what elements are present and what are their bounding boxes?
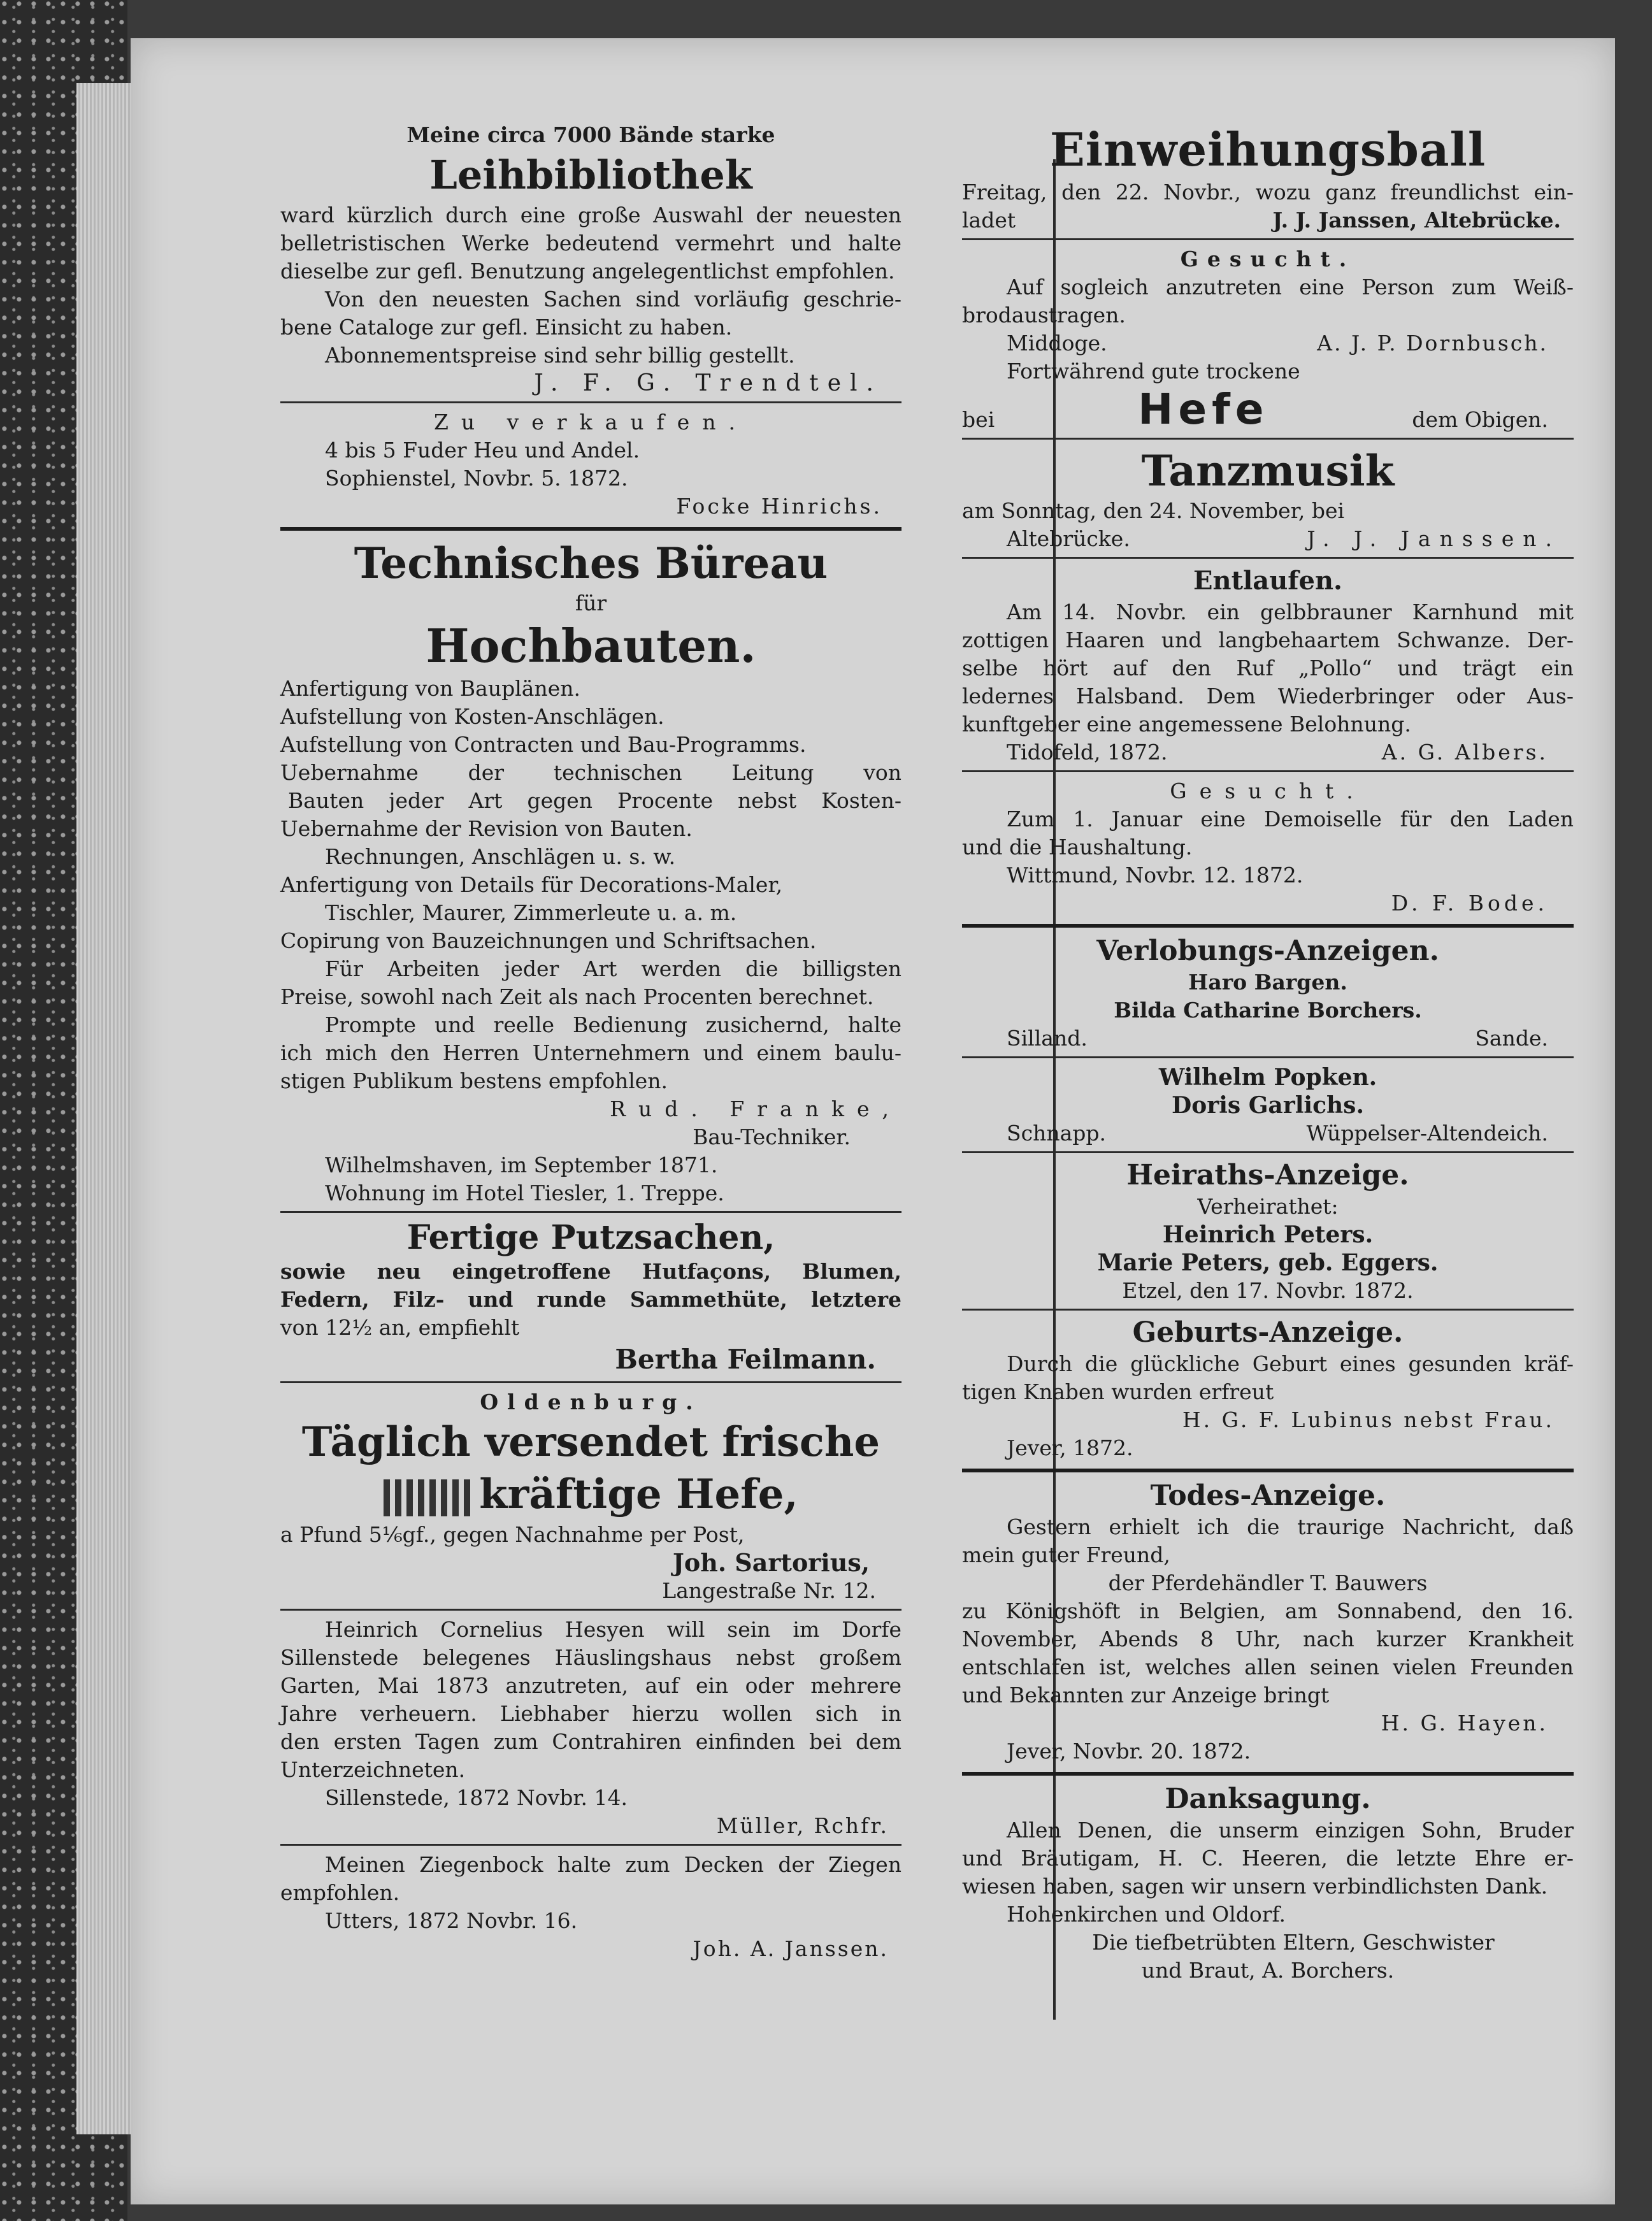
ad-leihbibliothek (280, 121, 901, 398)
putz-line: Federn, Filz- und runde Sammethüte, letztere (280, 1287, 901, 1312)
divider (962, 924, 1574, 928)
heirath-name: Heinrich Peters. (1162, 1221, 1374, 1248)
divider (962, 1056, 1574, 1058)
leih-line: bene Cataloge zur gefl. Einsicht zu haben. (280, 315, 733, 340)
divider (962, 557, 1574, 559)
verlobung-name: Bilda Catharine Borchers. (1114, 998, 1422, 1023)
tod-line: mein guter Freund, (962, 1542, 1170, 1567)
bureau-line: Bauten jeder Art gegen Procente nebst Kosten- (288, 788, 901, 813)
dank-signature: Die tiefbetrübten Eltern, Geschwister (1092, 1930, 1495, 1955)
hefe-signature: Joh. Sartorius, (672, 1548, 870, 1577)
ball-line: Freitag, den 22. Novbr., wozu ganz freundlichst ein- (962, 180, 1574, 205)
hefe2-line: Fortwährend gute trockene (1007, 359, 1300, 384)
bureau-signature: Rud. Franke, (610, 1096, 901, 1121)
gesucht1-place: Middoge. (1007, 331, 1107, 356)
heirath-name: Marie Peters, geb. Eggers. (1097, 1249, 1439, 1276)
bureau-line: Copirung von Bauzeichnungen und Schriftsachen. (280, 928, 817, 953)
gesucht1-line: Auf sogleich anzutreten eine Person zum Weiß- (1007, 275, 1574, 299)
left-column (280, 121, 901, 1963)
verlobung-name: Doris Garlichs. (1172, 1092, 1364, 1119)
hefe2-bei: bei (962, 407, 995, 432)
geburt-signature: H. G. F. Lubinus nebst Frau. (1182, 1407, 1555, 1432)
divider (280, 401, 901, 403)
ad-putzsachen (280, 1218, 901, 1377)
hefe-city: Oldenburg. (480, 1390, 702, 1414)
hefe2-title: Hefe (1138, 385, 1269, 434)
ink-smudge (384, 1479, 473, 1516)
bureau-line: Tischler, Maurer, Zimmerleute u. a. m. (325, 900, 737, 925)
entlaufen-line: zottigen Haaren und langbehaartem Schwanze. Der- (962, 628, 1574, 652)
leih-line: Von den neuesten Sachen sind vorläufig geschrie- (325, 287, 901, 312)
tanz-line: am Sonntag, den 24. November, bei (962, 498, 1345, 523)
ad-einweihungsball (962, 121, 1574, 234)
hefe2-obigen: dem Obigen. (1412, 407, 1548, 432)
bock-signature: Joh. A. Janssen. (693, 1936, 889, 1961)
gesucht2-signature: D. F. Bode. (1391, 891, 1548, 916)
verkauf-signature: Focke Hinrichs. (676, 494, 882, 519)
dank-line: Allen Denen, die unserm einzigen Sohn, Bruder (1007, 1818, 1574, 1843)
divider (962, 1151, 1574, 1153)
divider (962, 1772, 1574, 1776)
gesucht1-signature: A. J. P. Dornbusch. (1317, 331, 1548, 356)
tod-signature: H. G. Hayen. (1381, 1711, 1548, 1736)
divider (962, 1309, 1574, 1311)
entlaufen-line: kunftgeber eine angemessene Belohnung. (962, 712, 1411, 737)
hesyen-place: Sillenstede, 1872 Novbr. 14. (325, 1785, 628, 1810)
ad-danksagung (962, 1782, 1574, 1985)
ad-gesucht-2 (962, 777, 1574, 917)
tod-line: der Pferdehändler T. Bauwers (1108, 1571, 1428, 1595)
bureau-signature-title: Bau-Techniker. (693, 1125, 851, 1149)
hesyen-line: Heinrich Cornelius Hesyen will sein im Dorfe (325, 1617, 901, 1642)
geburt-place: Jever, 1872. (1007, 1435, 1133, 1460)
ad-hesyen (280, 1616, 901, 1840)
bureau-fuer: für (575, 591, 607, 615)
tod-line: zu Königshöft in Belgien, am Sonnabend, den 16. (962, 1599, 1574, 1623)
verlobung-place: Silland. (1007, 1026, 1088, 1051)
divider (962, 438, 1574, 440)
leih-line: ward kürzlich durch eine große Auswahl der neuesten (280, 203, 901, 227)
ad-todes (962, 1479, 1574, 1765)
bureau-line: Preise, sowohl nach Zeit als nach Procenten berechnet. (280, 984, 874, 1009)
bureau-line: Aufstellung von Kosten-Anschlägen. (280, 704, 664, 729)
entlaufen-title: Entlaufen. (1193, 566, 1342, 596)
leih-intro: Meine circa 7000 Bände starke (406, 122, 775, 147)
entlaufen-place: Tidofeld, 1872. (1007, 740, 1168, 765)
putz-line: sowie neu eingetroffene Hutfaçons, Blumen, (280, 1259, 901, 1284)
hefe-title-1: Täglich versendet frische (301, 1418, 880, 1466)
verkauf-title: Zu verkaufen. (433, 410, 749, 435)
bock-line: Meinen Ziegenbock halte zum Decken der Ziegen (325, 1852, 901, 1877)
ball-ladet: ladet (962, 208, 1016, 233)
ad-heirath (962, 1158, 1574, 1305)
ad-gesucht-1 (962, 245, 1574, 357)
ad-technisches-bureau (280, 537, 901, 1207)
bureau-line: Uebernahme der technischen Leitung von (280, 760, 901, 785)
gesucht1-title: Gesucht. (1180, 247, 1356, 271)
divider (280, 1609, 901, 1611)
tod-line: Gestern erhielt ich die traurige Nachricht, daß (1007, 1514, 1574, 1539)
hefe-address: Langestraße Nr. 12. (662, 1578, 876, 1603)
ad-entlaufen (962, 564, 1574, 766)
verlobung-name: Haro Bargen. (1188, 970, 1347, 995)
divider (962, 770, 1574, 772)
newspaper-page (131, 38, 1615, 2204)
tanz-place: Altebrücke. (1007, 526, 1130, 551)
heirath-line: Verheirathet: (1197, 1194, 1339, 1219)
bureau-line: Uebernahme der Revision von Bauten. (280, 816, 693, 841)
dank-line: und Bräutigam, H. C. Heeren, die letzte Ehre er- (962, 1846, 1574, 1871)
divider (280, 1844, 901, 1846)
bureau-line: Prompte und reelle Bedienung zusichernd, halte (325, 1012, 901, 1037)
bock-line: empfohlen. (280, 1880, 400, 1905)
gesucht2-line: und die Haushaltung. (962, 835, 1193, 859)
ad-tanzmusik (962, 445, 1574, 553)
entlaufen-signature: A. G. Albers. (1381, 740, 1548, 765)
tod-line: November, Abends 8 Uhr, nach kurzer Krankheit (962, 1627, 1574, 1651)
hesyen-signature: Müller, Rchfr. (716, 1813, 889, 1838)
geburt-title: Geburts-Anzeige. (1132, 1316, 1404, 1349)
divider (280, 1381, 901, 1383)
verkauf-line: 4 bis 5 Fuder Heu und Andel. (325, 438, 640, 463)
entlaufen-line: selbe hört auf den Ruf „Pollo“ und trägt ein (962, 656, 1574, 680)
bureau-place: Wilhelmshaven, im September 1871. (325, 1153, 718, 1177)
heirath-place: Etzel, den 17. Novbr. 1872. (1122, 1278, 1414, 1303)
ad-hefe-oldenburg (280, 1388, 901, 1605)
leih-line: belletristischen Werke bedeutend vermehrt und halte (280, 231, 901, 255)
divider (280, 1211, 901, 1213)
tod-line: entschlafen ist, welches allen seinen vielen Freunden (962, 1655, 1574, 1679)
hesyen-line: Garten, Mai 1873 anzutreten, auf ein oder mehrere (280, 1673, 901, 1698)
putz-title: Fertige Putzsachen, (406, 1218, 775, 1257)
leih-title: Leihbibliothek (429, 152, 752, 198)
leih-line: dieselbe zur gefl. Benutzung angelegentlichst empfohlen. (280, 259, 895, 284)
divider (962, 1469, 1574, 1472)
heirath-title: Heiraths-Anzeige. (1126, 1159, 1409, 1191)
putz-line: von 12½ an, empfiehlt (280, 1315, 520, 1340)
geburt-line: Durch die glückliche Geburt eines gesunden kräf- (1007, 1351, 1574, 1376)
ad-zu-verkaufen (280, 408, 901, 521)
right-column (962, 121, 1574, 1985)
gesucht1-line: brodaustragen. (962, 303, 1126, 327)
ad-ziegenbock (280, 1851, 901, 1963)
verkauf-place: Sophienstel, Novbr. 5. 1872. (325, 466, 628, 491)
leih-signature: J. F. G. Trendtel. (534, 370, 882, 396)
putz-signature: Bertha Feilmann. (615, 1344, 876, 1375)
gesucht2-title: Gesucht. (1170, 779, 1366, 803)
verlobung-title: Verlobungs-Anzeigen. (1096, 935, 1439, 967)
geburt-line: tigen Knaben wurden erfreut (962, 1379, 1274, 1404)
dank-title: Danksagung. (1165, 1783, 1371, 1815)
hesyen-line: Unterzeichneten. (280, 1757, 466, 1782)
leih-line: Abonnementspreise sind sehr billig gestellt. (325, 343, 795, 368)
divider (962, 238, 1574, 240)
hesyen-line: Sillenstede belegenes Häuslingshaus nebst großem (280, 1645, 901, 1670)
entlaufen-line: ledernes Halsband. Dem Wiederbringer oder Aus- (962, 684, 1574, 708)
bureau-subtitle: Hochbauten. (426, 619, 756, 673)
dank-place: Hohenkirchen und Oldorf. (1007, 1902, 1286, 1927)
bureau-line: stigen Publikum bestens empfohlen. (280, 1068, 668, 1093)
verlobung-place: Wüppelser-Altendeich. (1306, 1121, 1548, 1146)
bureau-line: Aufstellung von Contracten und Bau-Programms. (280, 732, 807, 757)
bureau-line: ich mich den Herren Unternehmern und einem baulu- (280, 1040, 901, 1065)
ad-geburt (962, 1316, 1574, 1462)
bureau-line: Anfertigung von Details für Decorations-Maler, (280, 872, 783, 897)
verlobung-place: Schnapp. (1007, 1121, 1107, 1146)
dank-line: wiesen haben, sagen wir unsern verbindlichsten Dank. (962, 1874, 1548, 1899)
hefe-price: a Pfund 5⅙gf., gegen Nachnahme per Post, (280, 1522, 745, 1547)
gesucht2-place: Wittmund, Novbr. 12. 1872. (1007, 863, 1304, 888)
ball-title: Einweihungsball (1049, 122, 1486, 176)
hefe-title-2: kräftige Hefe, (479, 1470, 798, 1518)
tod-title: Todes-Anzeige. (1150, 1479, 1386, 1512)
divider (280, 527, 901, 531)
verlobung-place: Sande. (1475, 1026, 1548, 1051)
bureau-line: Für Arbeiten jeder Art werden die billigsten (325, 956, 901, 981)
tanz-title: Tanzmusik (1141, 446, 1395, 496)
ad-verlobung (962, 934, 1574, 1147)
tod-place: Jever, Novbr. 20. 1872. (1007, 1739, 1251, 1764)
ad-hefe-trocken (962, 357, 1574, 434)
bock-place: Utters, 1872 Novbr. 16. (325, 1908, 578, 1933)
bureau-line: Rechnungen, Anschlägen u. s. w. (325, 844, 676, 869)
ball-signature: J. J. Janssen, Altebrücke. (1272, 208, 1561, 233)
verlobung-name: Wilhelm Popken. (1158, 1064, 1377, 1091)
bureau-line: Anfertigung von Bauplänen. (280, 676, 580, 701)
hesyen-line: den ersten Tagen zum Contrahiren einfinden bei dem (280, 1729, 901, 1754)
hesyen-line: Jahre verheuern. Liebhaber hierzu wollen sich in (280, 1701, 901, 1726)
bureau-address: Wohnung im Hotel Tiesler, 1. Treppe. (325, 1181, 724, 1205)
gesucht2-line: Zum 1. Januar eine Demoiselle für den Laden (1007, 807, 1574, 831)
bureau-title: Technisches Büreau (354, 538, 828, 588)
tanz-signature: J. J. Janssen. (1307, 526, 1561, 551)
tod-line: und Bekannten zur Anzeige bringt (962, 1683, 1330, 1707)
dank-signature: und Braut, A. Borchers. (1141, 1958, 1395, 1983)
entlaufen-line: Am 14. Novbr. ein gelbbrauner Karnhund mit (1007, 600, 1574, 624)
